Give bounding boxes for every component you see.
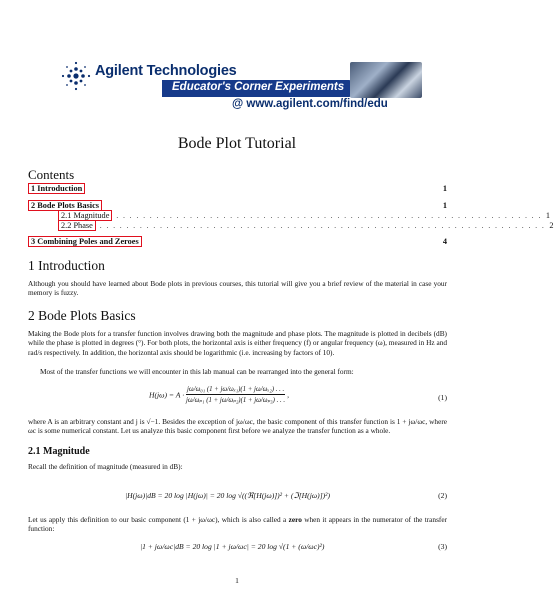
toc-leader-dots: . . . . . . . . . . . . . . . . . . . . . . . . . . . . . . . . . . . . . . . . . . . . . . . . . . . . . . . . . . . . . . . . . . . <box>99 222 546 230</box>
equation-2-number: (2) <box>438 491 447 500</box>
toc-page-number: 1 <box>442 184 447 193</box>
document-title: Bode Plot Tutorial <box>177 135 297 152</box>
banner-subtitle: Educator's Corner Experiments <box>172 80 345 93</box>
banner-url[interactable]: @ www.agilent.com/find/edu <box>232 98 388 110</box>
basics-paragraph-2: Most of the transfer functions we will encounter in this lab manual can be rearranged into the general form: <box>40 367 354 376</box>
equation-2 <box>28 491 447 505</box>
equation-1-lhs: H(jω) = A · <box>149 390 185 400</box>
toc-link[interactable]: 2.2 Phase <box>58 220 96 231</box>
equation-3-number: (3) <box>438 542 447 551</box>
toc-page-number: 2 <box>549 221 554 230</box>
toc-link[interactable]: 2.1 Magnitude <box>58 210 112 221</box>
magnitude-paragraph-1: Recall the definition of magnitude (measured in dB): <box>28 462 183 471</box>
magnitude-text-a: Let us apply this definition to our basic component (1 + jω/ωc), which is also called a <box>28 515 289 524</box>
section-heading-introduction: 1 Introduction <box>28 258 105 273</box>
toc-page-number: 1 <box>442 201 447 210</box>
subsection-heading-magnitude: 2.1 Magnitude <box>28 446 90 457</box>
zero-term: zero <box>288 515 302 524</box>
toc-page-number: 1 <box>545 211 551 220</box>
contents-heading: Contents <box>28 167 75 182</box>
toc-link[interactable]: 3 Combining Poles and Zeroes <box>28 236 142 247</box>
intro-paragraph: Although you should have learned about Bode plots in previous courses, this tutorial will give you a brief review of the material in case your memory is fuzzy. <box>28 279 447 298</box>
basics-paragraph-1: Making the Bode plots for a transfer function involves drawing both the magnitude and phase plots. The magnitude is plotted in decibels (dB) while the phase is plotted in degrees (°). For both plots, the horizontal axis is either frequency (f) or angular frequency (ω), measured in Hz and rad/s respectively. In addition, the horizontal axis should be logarithmic (i.e. increasing by factors of 10). <box>28 329 447 357</box>
toc-link[interactable]: 1 Introduction <box>28 183 85 194</box>
toc-entry-phase[interactable] <box>58 220 554 231</box>
equation-3-body: |1 + jω/ωc|dB = 20 log |1 + jω/ωc| = 20 log √(1 + (ω/ωc)²) <box>140 542 325 551</box>
agilent-spark-logo-icon <box>58 58 94 94</box>
equation-3 <box>28 542 447 556</box>
equation-1-tail: , <box>287 390 289 400</box>
equation-1-numerator: jω/ω₀₁ (1 + jω/ωₓ₁)(1 + jω/ωₓ₂) . . . <box>187 386 285 393</box>
magnitude-paragraph-2 <box>28 515 447 534</box>
toc-page-number: 4 <box>442 237 447 246</box>
toc-link[interactable]: 2 Bode Plots Basics <box>28 200 102 211</box>
magnitude-text-b: when it appears in the numerator of the transfer function: <box>28 515 448 534</box>
toc-leader-dots: . . . . . . . . . . . . . . . . . . . . . . . . . . . . . . . . . . . . . . . . . . . . . . . . . . . . . . . . . . . . . . . . <box>116 212 542 220</box>
basics-paragraph-3: where A is an arbitrary constant and j is √−1. Besides the exception of jω/ωc, the basic component of this transfer function is 1 + jω/ωc, where ωc is some numerical constant. Let us analyze this basic component first before we analyze the transfer function as a whole. <box>28 417 447 436</box>
lab-equipment-photo <box>350 62 422 98</box>
page-number: 1 <box>235 576 239 585</box>
equation-2-body: |H(jω)|dB = 20 log |H(jω)| = 20 log √((ℜ[H(jω)])² + (ℑ[H(jω)])²) <box>125 491 330 500</box>
brand-name: Agilent Technologies <box>95 63 237 79</box>
equation-1-fraction <box>186 386 285 404</box>
equation-1 <box>28 386 447 412</box>
equation-1-denominator: jω/ωₚ₁ (1 + jω/ωₚ₂)(1 + jω/ωₚ₃) . . . <box>186 397 286 404</box>
section-heading-bode-basics: 2 Bode Plots Basics <box>28 308 136 323</box>
equation-1-number: (1) <box>438 393 447 402</box>
toc-entry-introduction[interactable] <box>28 183 447 194</box>
toc-entry-combining[interactable] <box>28 236 447 247</box>
